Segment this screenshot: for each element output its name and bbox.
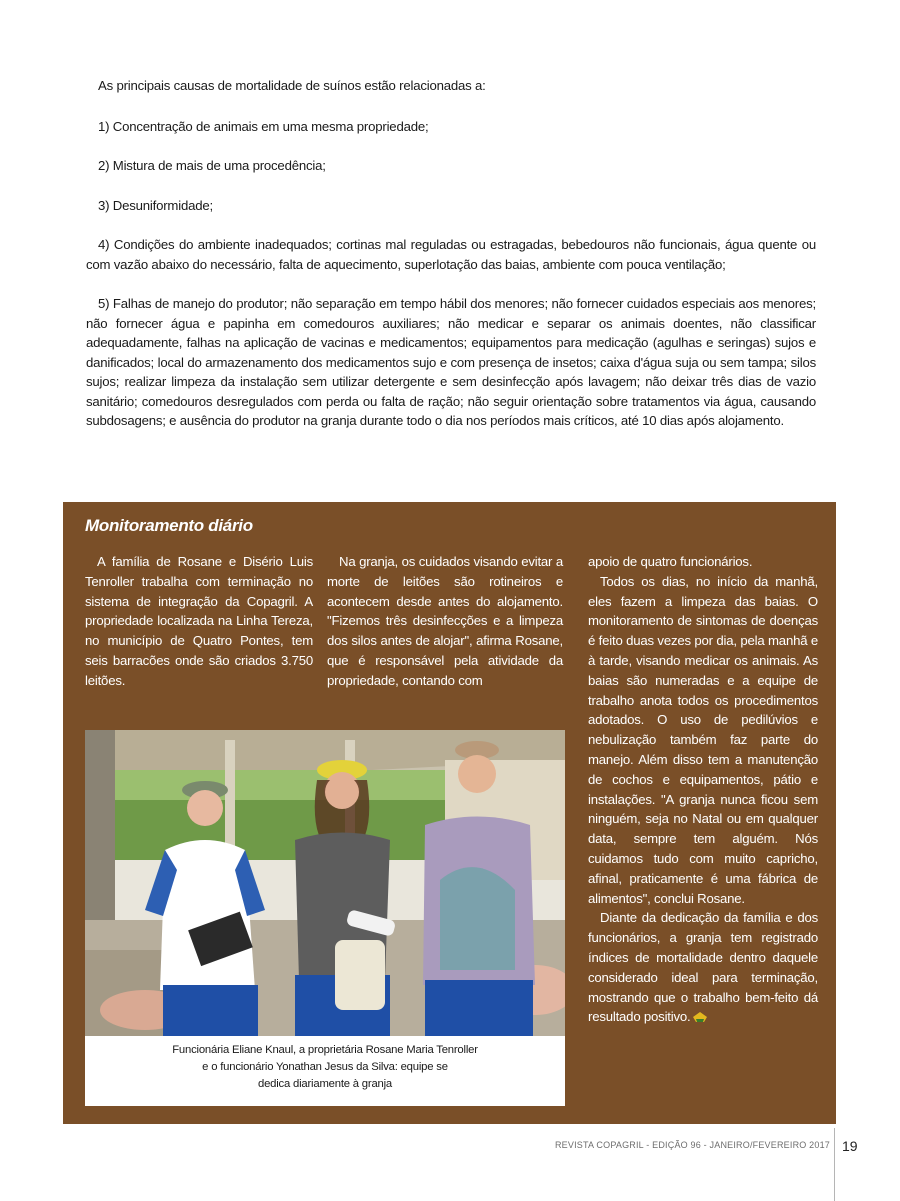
causes-section xyxy=(86,76,816,451)
cause-item: 4) Condições do ambiente inadequados; cortinas mal reguladas ou estragadas, bebedouros não funcionais, água quente ou com vazão abaixo do necessário, falta de aquecimento, superlotação das baias, ambiente com pouca ventilação; xyxy=(86,237,816,272)
caption-line: e o funcionário Yonathan Jesus da Silva: equipe se xyxy=(202,1061,448,1073)
causes-intro: As principais causas de mortalidade de suínos estão relacionadas a: xyxy=(98,78,486,93)
photo-caption xyxy=(85,1042,565,1093)
box-title: Monitoramento diário xyxy=(85,516,253,535)
end-mark-icon xyxy=(693,1012,707,1022)
column-2-text: Na granja, os cuidados visando evitar a morte de leitões são rotineiros e acontecem desde antes do alojamento. "Fizemos três desinfecções e a limpeza dos silos antes de alojar", afirma Rosane, que é responsável pela atividade da propriedade, contando com xyxy=(327,554,563,688)
team-photo xyxy=(85,730,565,1036)
team-photo-illustration xyxy=(85,730,565,1036)
photo-card xyxy=(85,730,565,1106)
page-number: 19 xyxy=(842,1138,858,1154)
column-3-continuation: apoio de quatro funcionários. xyxy=(588,554,753,569)
footer-divider xyxy=(834,1128,835,1201)
cause-item: 3) Desuniformidade; xyxy=(98,197,213,213)
cause-item: 2) Mistura de mais de uma procedência; xyxy=(98,158,326,173)
column-1 xyxy=(85,552,313,691)
column-2 xyxy=(327,552,563,691)
cause-item: 5) Falhas de manejo do produtor; não separação em tempo hábil dos menores; não fornecer cuidados especiais aos menores; não fornecer água e papinha em comedouros auxiliares; não medicar e separar os animais doentes, não classificar adequadamente, falhas na aplicação de vacinas e medicamentos; equipamentos para medicação (agulhas e seringas) sujos e danificados; local do armazenamento dos medicamentos sujo e com presença de insetos; caixa d'água suja ou sem tampa; silos sujos; realizar limpeza da instalação sem utilizar detergente e sem desinfecção após lavagem; não deixar três dias de vazio sanitário; comedouros desregulados com perda ou falta de ração; não seguir orientação sobre tratamentos via água, causando subdosagens; e ausência do produtor na granja durante todo o dia nos períodos mais críticos, até 10 dias após alojamento. xyxy=(86,296,816,428)
monitoring-box xyxy=(63,502,836,1124)
cause-item: 1) Concentração de animais em uma mesma propriedade; xyxy=(98,118,429,134)
caption-line: Funcionária Eliane Knaul, a proprietária Rosane Maria Tenroller xyxy=(172,1044,478,1056)
column-3-final-text: Diante da dedicação da família e dos funcionários, a granja tem registrado índices de mortalidade dentro daquele considerado ideal para terminação, mostrando que o trabalho bem-feito dá resultado positivo. xyxy=(588,910,818,1025)
column-3-paragraph: Todos os dias, no início da manhã, eles fazem a limpeza das baias. O monitoramento de sintomas de doenças é feito duas vezes por dia, pela manhã e à tarde, visando medicar os animais. As baias são numeradas e a equipe de trabalho anota todos os procedimentos adotados. O uso de pedilúvios e nebulização também faz parte do manejo. Além disso tem a manutenção de cochos e equipamentos, pátio e instalações. "A granja nunca ficou sem ninguém, seja no Natal ou em qualquer data, sempre tem alguém. Nós cuidamos tudo com muito capricho, afinal, praticamente é uma fábrica de alimentos", conclui Rosane. xyxy=(588,573,818,906)
footer-publication: REVISTA COPAGRIL - EDIÇÃO 96 - JANEIRO/FEVEREIRO 2017 xyxy=(554,1140,830,1150)
column-1-text: A família de Rosane e Disério Luis Tenroller trabalha com terminação no sistema de integração da Copagril. A propriedade localizada na Linha Tereza, no município de Quatro Pontes, tem seis barracões onde são criados 3.750 leitões. xyxy=(85,554,313,688)
column-3-paragraph-last xyxy=(588,908,818,1027)
caption-line: dedica diariamente à granja xyxy=(257,1078,393,1090)
column-3 xyxy=(588,552,818,1027)
